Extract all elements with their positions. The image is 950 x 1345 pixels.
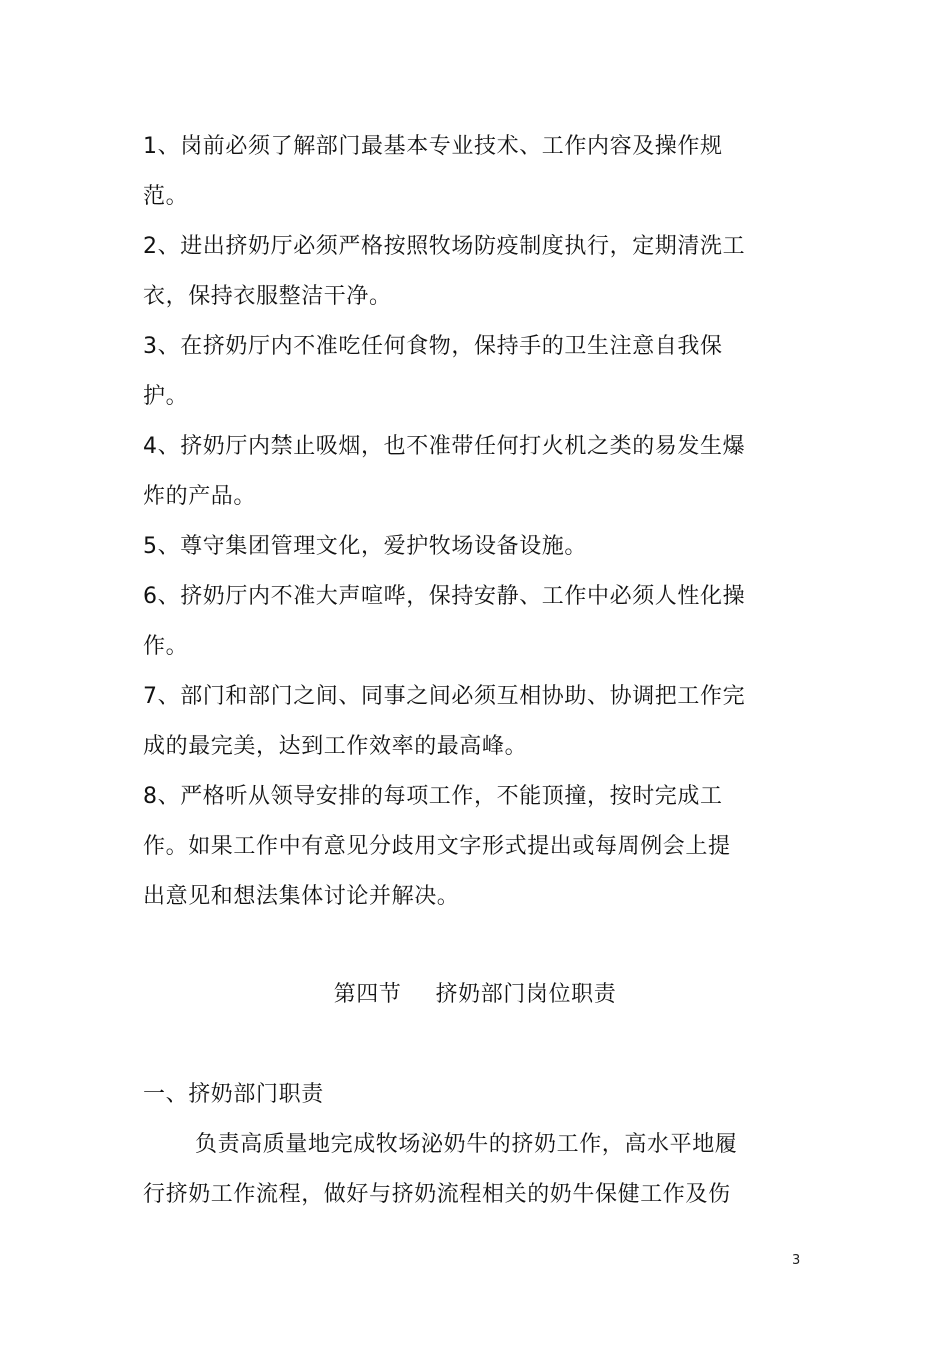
rule-item-5: 5、尊守集团管理文化，爱护牧场设备设施。 — [143, 534, 587, 559]
rules-list — [143, 122, 748, 922]
rule-item-4: 4、挤奶厅内禁止吸烟，也不准带任何打火机之类的易发生爆炸的产品。 — [143, 434, 746, 509]
page-number: 3 — [792, 1253, 801, 1268]
subsection-heading: 一、挤奶部门职责 — [143, 1082, 324, 1107]
rule-item-7: 7、部门和部门之间、同事之间必须互相协助、协调把工作完成的最完美，达到工作效率的最高峰。 — [143, 684, 746, 759]
rule-item-2: 2、进出挤奶厅必须严格按照牧场防疫制度执行，定期清洗工衣，保持衣服整洁干净。 — [143, 234, 746, 309]
rule-item-1: 1、岗前必须了解部门最基本专业技术、工作内容及操作规范。 — [143, 134, 723, 209]
section-title — [0, 970, 950, 1020]
rule-item-8: 8、严格听从领导安排的每项工作，不能顶撞，按时完成工作。如果工作中有意见分歧用文字形式提出或每周例会上提出意见和想法集体讨论并解决。 — [143, 784, 731, 909]
rule-item-6: 6、挤奶厅内不准大声喧哗，保持安静、工作中必须人性化操作。 — [143, 584, 746, 659]
section-number: 第四节 — [333, 982, 402, 1007]
rule-item-3: 3、在挤奶厅内不准吃任何食物，保持手的卫生注意自我保护。 — [143, 334, 723, 409]
body-paragraph: 负责高质量地完成牧场泌奶牛的挤奶工作，高水平地履行挤奶工作流程，做好与挤奶流程相关的奶牛保健工作及伤 — [143, 1132, 738, 1207]
section-name: 挤奶部门岗位职责 — [435, 982, 617, 1007]
